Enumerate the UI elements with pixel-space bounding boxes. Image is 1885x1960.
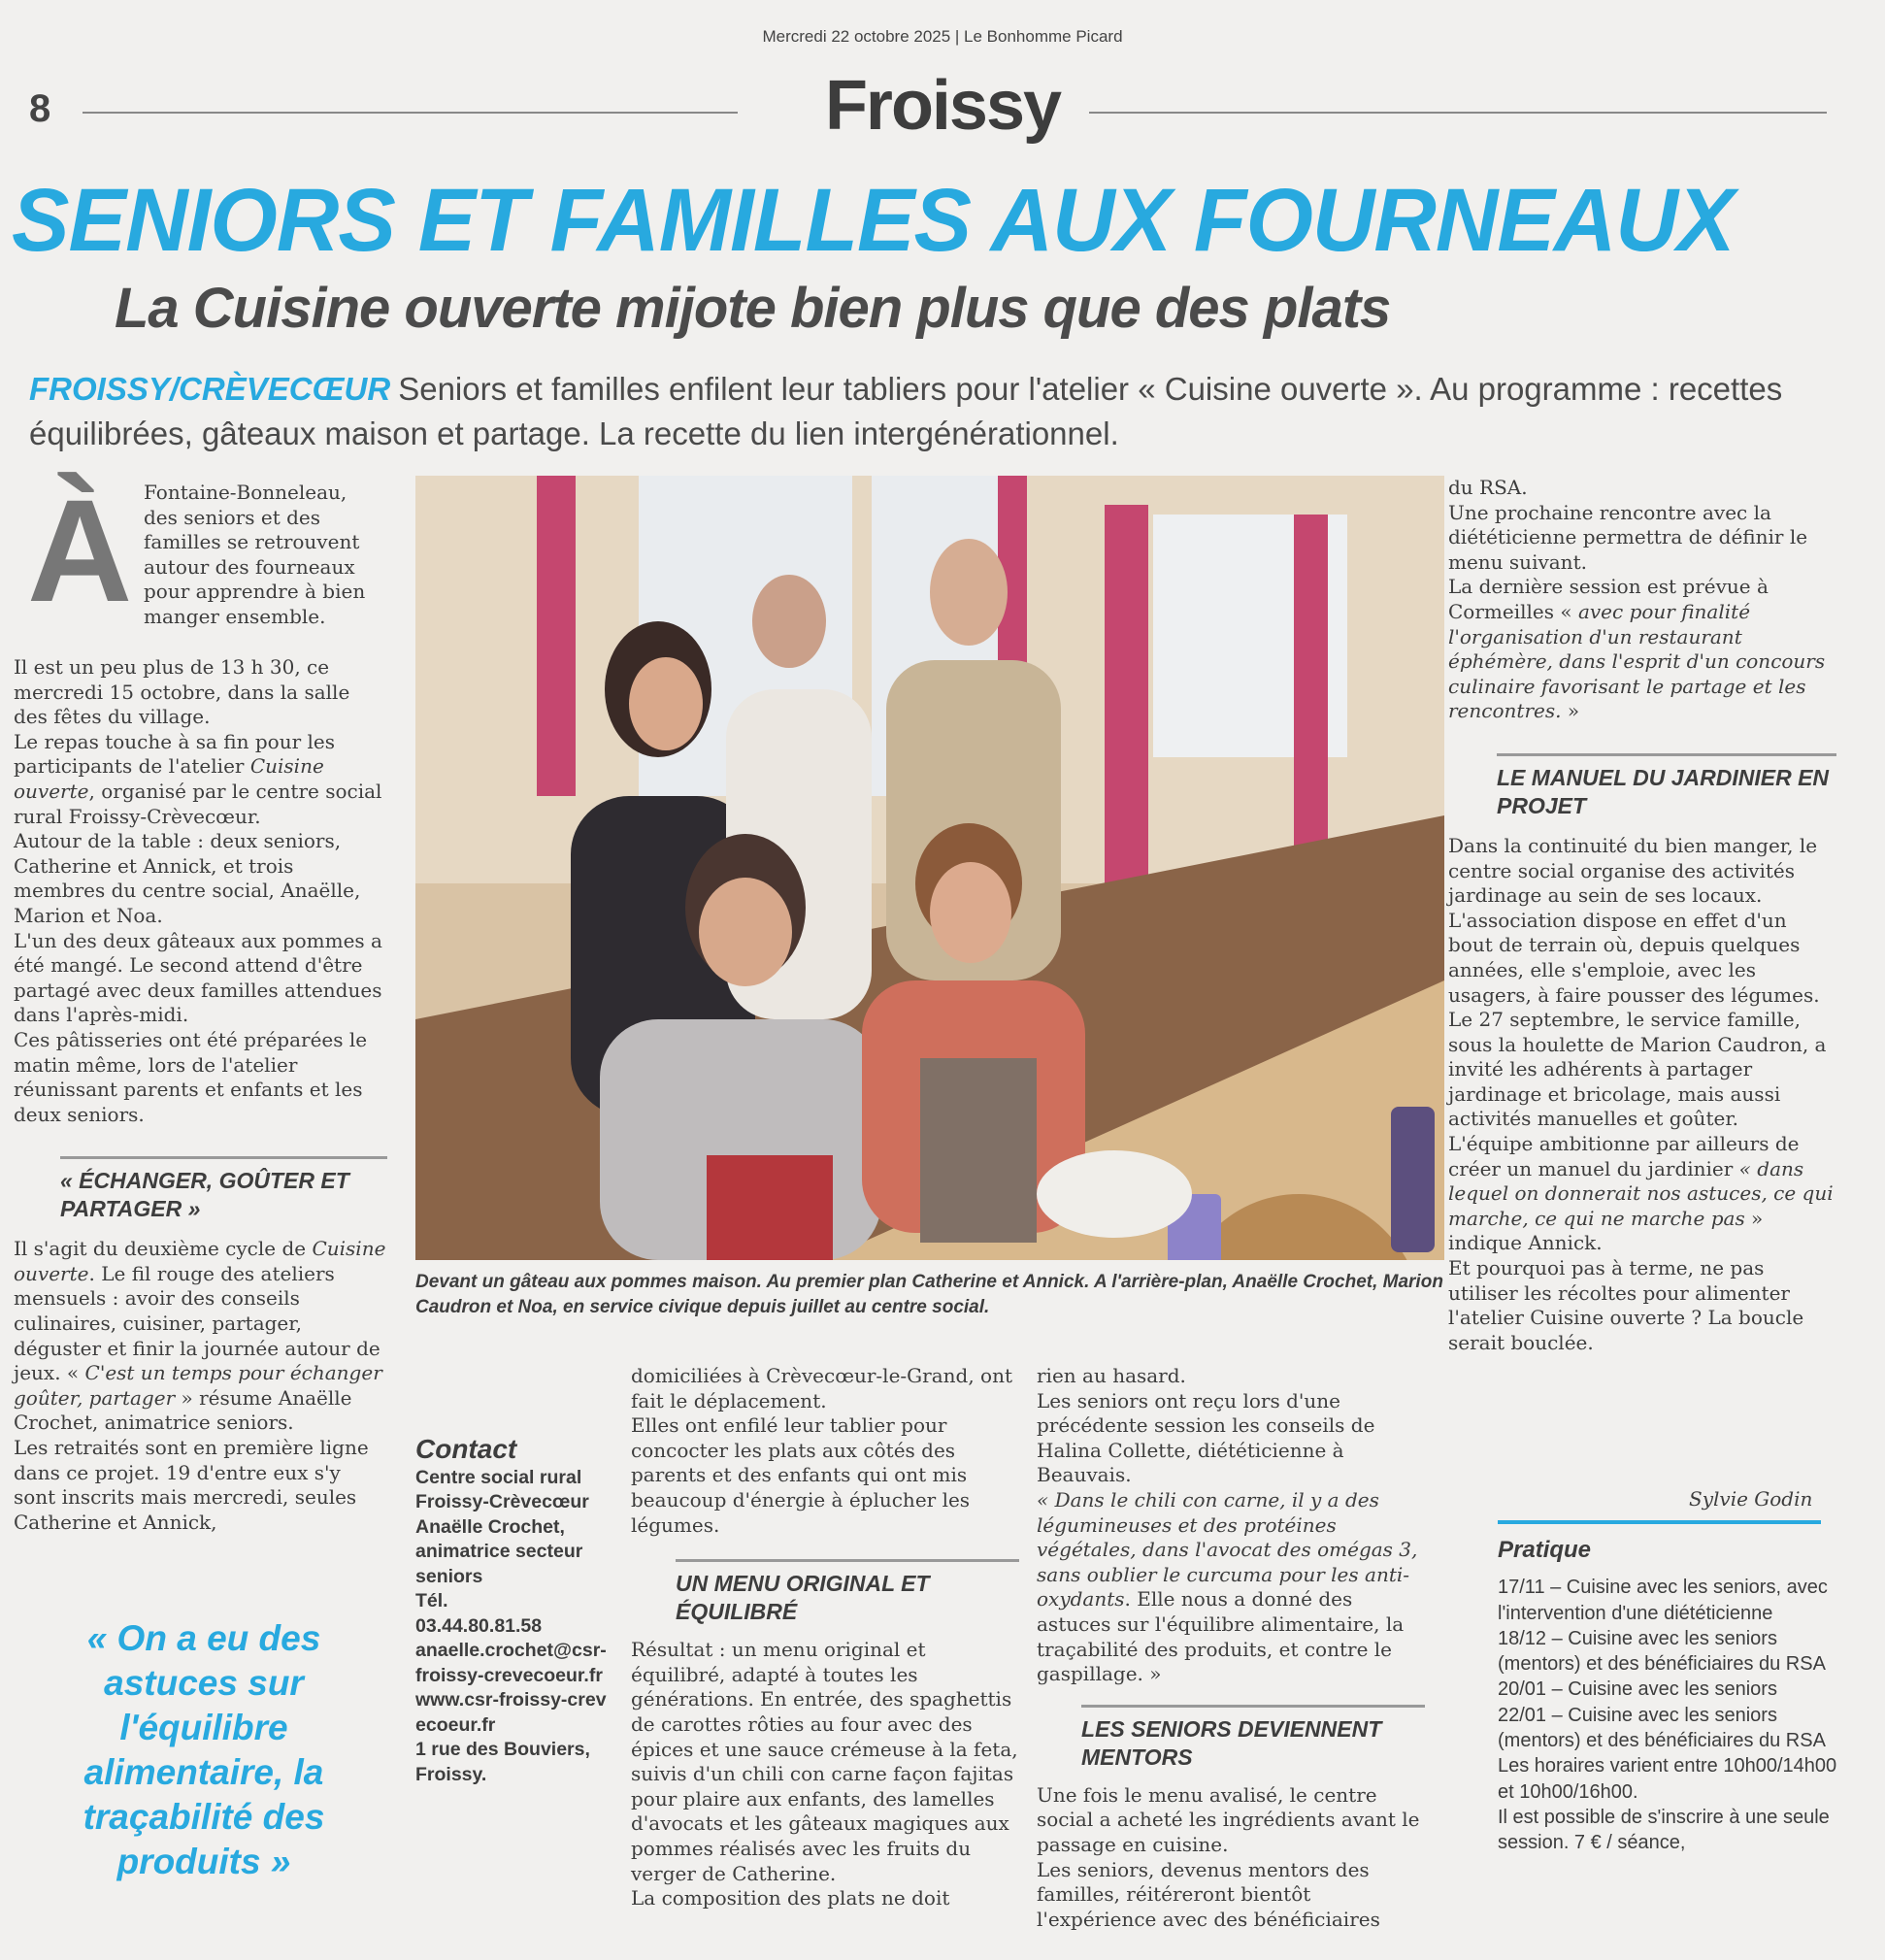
schedule-note: Il est possible de s'inscrire à une seule session. 7 € / séance, [1498, 1806, 1830, 1854]
page-number: 8 [29, 87, 51, 130]
paragraph: Les seniors, devenus mentors des familles, réitéreront bientôt l'expérience avec des bénéficiaires [1037, 1857, 1380, 1931]
paragraph: Les retraités sont en première ligne dans ce projet. 19 d'entre eux s'y sont inscrits mais mercredi, seules Catherine et Annick, [14, 1436, 369, 1534]
pratique-box [1498, 1538, 1847, 1856]
text: » indique Annick. [1448, 1206, 1764, 1255]
paragraph [14, 730, 387, 829]
subtitle-echanger: « ÉCHANGER, GOÛTER ET PARTAGER » [60, 1156, 387, 1223]
subheadline: La Cuisine ouverte mijote bien plus que des plats [115, 277, 1391, 340]
intro-text: Fontaine-Bonneleau, des seniors et des familles se retrouvent autour des fourneaux pour apprendre à bien manger ensemble. [144, 481, 366, 628]
paragraph: Dans la continuité du bien manger, le centre social organise des activités jardinage au sein de ses locaux. [1448, 833, 1818, 908]
contact-website[interactable]: www.csr-froissy-crevecoeur.fr [415, 1689, 607, 1736]
contact-tel-label: Tél. [415, 1590, 448, 1611]
paragraph: Le 27 septembre, le service famille, sous la houlette de Marion Caudron, a invité les adhérents à partager jardinage et bricolage, mais aussi activités manuelles et goûter. [1448, 1008, 1827, 1131]
contact-org: Centre social rural Froissy-Crèvecœur [415, 1466, 589, 1512]
contact-person: Anaëlle Crochet, animatrice secteur seniors [415, 1515, 583, 1587]
schedule-item: 18/12 – Cuisine avec les seniors (mentors) et des bénéficiaires du RSA [1498, 1627, 1826, 1676]
paragraph: L'un des deux gâteaux aux pommes a été mangé. Le second attend d'être partagé avec deux familles attendues dans l'après-midi. [14, 928, 382, 1027]
pratique-title: Pratique [1498, 1537, 1592, 1563]
pratique-rule [1498, 1520, 1821, 1524]
lead-paragraph [29, 367, 1854, 456]
author-signature: Sylvie Godin [1689, 1487, 1813, 1511]
paragraph: Une prochaine rencontre avec la diététicienne permettra de définir le menu suivant. [1448, 500, 1808, 574]
subtitle-mentors: LES SENIORS DEVIENNENT MENTORS [1081, 1705, 1425, 1772]
paragraph: Une fois le menu avalisé, le centre social a acheté les ingrédients avant le passage en cuisine. [1037, 1782, 1420, 1856]
paragraph [1037, 1488, 1425, 1687]
contact-title: Contact [415, 1434, 517, 1464]
contact-address: 1 rue des Bouviers, Froissy. [415, 1739, 590, 1785]
paragraph: Ces pâtisseries ont été préparées le matin même, lors de l'atelier réunissant parents et enfants et les deux seniors. [14, 1027, 368, 1126]
paragraph: La composition des plats ne doit [631, 1886, 950, 1910]
lead-place: FROISSY/CRÈVECŒUR [29, 371, 391, 407]
text-italic: Cuisine ouverte [14, 754, 324, 803]
paragraph: Autour de la table : deux seniors, Catherine et Annick, et trois membres du centre social, Anaëlle, Marion et Noa. [14, 829, 361, 927]
quote: « Dans le chili con carne, il y a des légumineuses et des protéines végétales, dans l'avocat des omégas 3, sans oublier le curcuma pour les anti-oxydants [1037, 1487, 1418, 1611]
subtitle-jardinier: LE MANUEL DU JARDINIER EN PROJET [1497, 753, 1836, 820]
text: Il s'agit du deuxième cycle de [14, 1237, 313, 1261]
column-3 [631, 1364, 1019, 1911]
column-4 [1037, 1364, 1425, 1932]
text: » résume Anaëlle Crochet, animatrice seniors. [14, 1385, 352, 1435]
paragraph: du RSA. [1448, 476, 1528, 499]
text: La dernière session est prévue à Cormeilles « [1448, 575, 1769, 623]
paragraph [1448, 1132, 1836, 1256]
quote: « dans lequel on donnerait nos astuces, ce qui marche, ce qui ne marche pas [1448, 1156, 1834, 1230]
schedule-item: 22/01 – Cuisine avec les seniors (mentors) et des bénéficiaires du RSA [1498, 1704, 1826, 1752]
text: . Le fil rouge des ateliers mensuels : avoir des conseils culinaires, cuisiner, partager, déguster et finir la journée autour de jeux. « [14, 1261, 380, 1385]
paragraph: L'association dispose en effet d'un bout de terrain où, depuis quelques années, elle s'emploie, avec les usagers, à faire pousser des légumes. [1448, 908, 1820, 1007]
quote: C'est un temps pour échanger goûter, partager [14, 1361, 382, 1410]
paragraph: Et pourquoi pas à terme, ne pas utiliser les récoltes pour alimenter l'atelier Cuisine ouverte ? La boucle serait bouclée. [1448, 1256, 1804, 1354]
paragraph: rien au hasard. [1037, 1364, 1186, 1387]
paragraph [14, 1237, 387, 1436]
paragraph: Elles ont enfilé leur tablier pour concocter les plats aux côtés des parents et des enfants qui ont mis beaucoup d'énergie à éplucher les légumes. [631, 1413, 971, 1537]
section-title: Froissy [824, 67, 1061, 145]
paragraph: Il est un peu plus de 13 h 30, ce mercredi 15 octobre, dans la salle des fêtes du village. [14, 655, 350, 729]
paragraph: domiciliées à Crèvecœur-le-Grand, ont fait le déplacement. [631, 1364, 1012, 1412]
text: . Elle nous a donné des astuces sur l'équilibre alimentaire, la traçabilité des produits, et contre le gaspillage. » [1037, 1587, 1405, 1686]
text-italic: Cuisine ouverte [14, 1237, 386, 1285]
column-1 [14, 655, 387, 1535]
photo-caption: Devant un gâteau aux pommes maison. Au premier plan Catherine et Annick. A l'arrière-plan, Anaëlle Crochet, Marion Caudron et Noa, en service civique depuis juillet au centre social. [415, 1272, 1443, 1317]
quote: avec pour finalité l'organisation d'un restaurant éphémère, dans l'esprit d'un concours culinaire favorisant le partage et les rencontres. [1448, 599, 1826, 723]
lead-text: Seniors et familles enfilent leur tabliers pour l'atelier « Cuisine ouverte ». Au programme : recettes équilibrées, gâteaux maison et partage. La recette du lien intergénérationnel. [29, 371, 1783, 451]
column-1-intro [144, 481, 386, 630]
headline: SENIORS ET FAMILLES AUX FOURNEAUX [12, 171, 1735, 270]
contact-box [415, 1434, 610, 1787]
column-5 [1448, 476, 1836, 1355]
subtitle-menu: UN MENU ORIGINAL ET ÉQUILIBRÉ [676, 1559, 1019, 1626]
paragraph: Les seniors ont reçu lors d'une précédente session les conseils de Halina Collette, diététicienne à Beauvais. [1037, 1388, 1375, 1487]
schedule-hours: Les horaires varient entre 10h00/14h00 et 10h00/16h00. [1498, 1755, 1837, 1803]
paragraph [1448, 575, 1836, 724]
text: , organisé par le centre social rural Froissy-Crèvecœur. [14, 779, 382, 828]
contact-email[interactable]: anaelle.crochet@csr-froissy-crevecoeur.fr [415, 1640, 607, 1686]
drop-cap: À [27, 469, 133, 632]
masthead-rule-right [1089, 112, 1827, 114]
photo-illustration [415, 476, 1444, 1260]
text: Le repas touche à sa fin pour les participants de l'atelier [14, 729, 335, 779]
contact-phone[interactable]: 03.44.80.81.58 [415, 1614, 543, 1637]
paragraph: Résultat : un menu original et équilibré, adapté à toutes les générations. En entrée, des spaghettis de carottes rôties au four avec des épices et une sauce crémeuse à la feta, suivis d'un chili con carne façon fajitas pour plaire aux enfants, des lamelles d'avocats et les gâteaux magiques aux pommes réalisés avec les fruits du verger de Catherine. [631, 1638, 1018, 1885]
schedule-item: 17/11 – Cuisine avec les seniors, avec l'intervention d'une diététicienne [1498, 1577, 1828, 1624]
schedule-item: 20/01 – Cuisine avec les seniors [1498, 1678, 1777, 1701]
text: L'équipe ambitionne par ailleurs de créer un manuel du jardinier [1448, 1132, 1800, 1180]
dateline: Mercredi 22 octobre 2025 | Le Bonhomme Picard [762, 27, 1123, 46]
article-photo [415, 476, 1444, 1260]
text: » [1561, 699, 1580, 723]
pull-quote: « On a eu des astuces sur l'équilibre alimentaire, la traçabilité des produits » [83, 1618, 325, 1881]
